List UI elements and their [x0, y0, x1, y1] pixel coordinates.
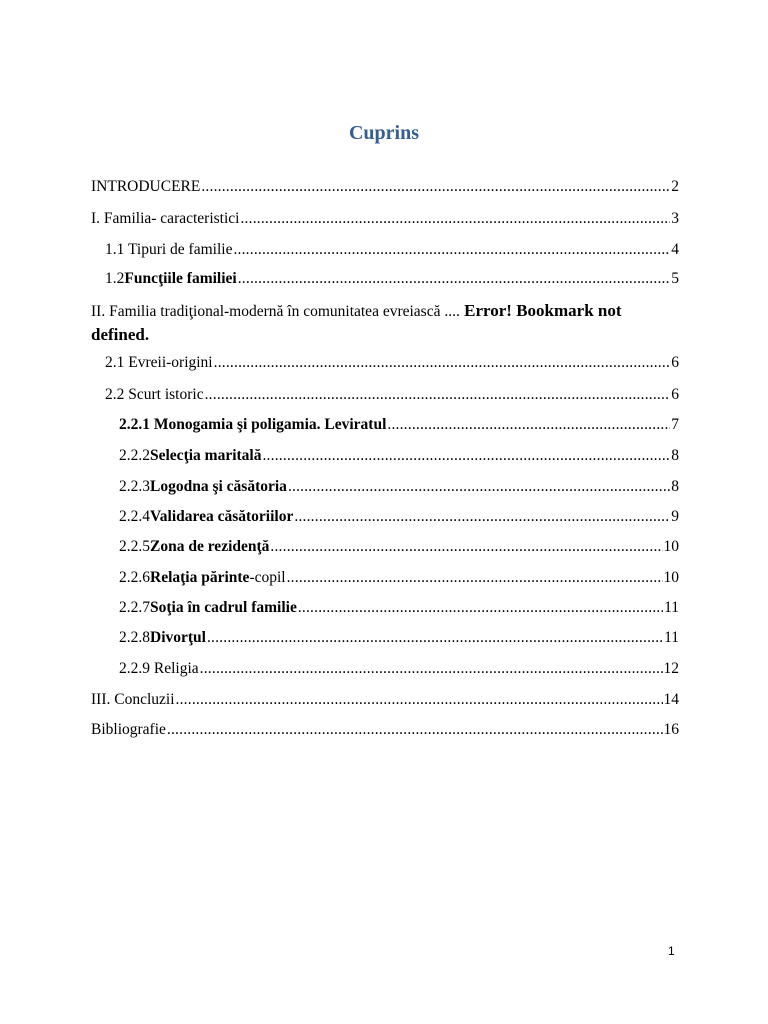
toc-page-number: 10: [663, 569, 679, 586]
dot-leader: [287, 568, 663, 588]
dot-leader: [205, 385, 671, 405]
toc-entry-text: II. Familia tradiţional-modernă în comunitatea evreiască ....: [91, 303, 460, 320]
toc-entry-text: INTRODUCERE: [91, 178, 201, 195]
toc-entry-sotia[interactable]: [119, 598, 679, 618]
toc-page-number: 14: [663, 691, 679, 708]
toc-entry-text: III. Concluzii: [91, 691, 175, 708]
toc-entry-selectia-maritala[interactable]: [119, 446, 679, 466]
toc-entry-concluzii[interactable]: [91, 690, 679, 710]
toc-entry-text: Soţia în cadrul familie: [150, 599, 297, 616]
toc-entry-validarea[interactable]: [119, 507, 679, 527]
dot-leader: [387, 415, 670, 435]
toc-page-number: 11: [664, 629, 679, 646]
toc-entry-introducere[interactable]: [91, 177, 679, 197]
dot-leader: [288, 477, 670, 497]
dot-leader: [270, 537, 662, 557]
toc-page-number: 7: [671, 416, 679, 433]
toc-entry-number: 2.2.3: [119, 478, 150, 495]
toc-entry-evreii-origini[interactable]: [105, 353, 679, 373]
dot-leader: [233, 240, 670, 260]
toc-page-number: 2: [671, 178, 679, 195]
toc-entry-text: Relaţia părinte: [150, 569, 250, 586]
toc-entry-text: Logodna şi căsătoria: [150, 478, 287, 495]
toc-entry-bibliografie[interactable]: [91, 720, 679, 740]
toc-entry-divortul[interactable]: [119, 628, 679, 648]
toc-entry-text: 2.2 Scurt istoric: [105, 386, 204, 403]
dot-leader: [294, 507, 670, 527]
toc-entry-religia[interactable]: [119, 659, 679, 679]
dot-leader: [207, 628, 663, 648]
dot-leader: [298, 598, 663, 618]
toc-entry-familia-caracteristici[interactable]: [91, 209, 679, 229]
page-number: 1: [668, 944, 675, 958]
toc-entry-relatia-parinte-copil[interactable]: [119, 568, 679, 588]
dot-leader: [176, 690, 663, 710]
toc-page-number: 4: [671, 241, 679, 258]
toc-entry-number: 2.2.6: [119, 569, 150, 586]
toc-entry-text: Funcţiile familiei: [124, 270, 237, 287]
toc-entry-monogamia[interactable]: [119, 415, 679, 435]
dot-leader: [167, 720, 663, 740]
toc-entry-number: 1.2: [105, 270, 125, 287]
toc-entry-text: 1.1 Tipuri de familie: [105, 241, 233, 258]
toc-page-number: 5: [671, 270, 679, 287]
dot-leader: [200, 659, 663, 679]
toc-page-number: 8: [671, 447, 679, 464]
toc-entry-text: 2.1 Evreii-origini: [105, 354, 213, 371]
dot-leader: [238, 269, 671, 289]
toc-entry-text: Zona de rezidenţă: [150, 538, 270, 555]
toc-page-number: 10: [663, 538, 679, 555]
toc-entry-number: 2.2.5: [119, 538, 150, 555]
dot-leader: [214, 353, 671, 373]
dot-leader: [201, 177, 670, 197]
toc-page-number: 16: [663, 721, 679, 738]
dot-leader: [262, 446, 670, 466]
toc-entry-familia-traditional-moderna[interactable]: [91, 299, 679, 347]
toc-page-number: 11: [664, 599, 679, 616]
toc-entry-number: 2.2.8: [119, 629, 150, 646]
toc-page-number: 9: [671, 508, 679, 525]
toc-entry-text: Divorţul: [150, 629, 206, 646]
toc-entry-text: Validarea căsătoriilor: [150, 508, 294, 525]
toc-entry-tipuri-de-familie[interactable]: [105, 240, 679, 260]
toc-entry-number: 2.2.4: [119, 508, 150, 525]
toc-entry-text-suffix: -copil: [249, 569, 286, 586]
toc-page-number: 6: [671, 354, 679, 371]
toc-entry-functiile-familiei[interactable]: [105, 269, 679, 289]
toc-entry-number: 2.2.2: [119, 447, 150, 464]
toc-page-number: 6: [671, 386, 679, 403]
toc-entry-text: Selecţia maritală: [150, 447, 262, 464]
toc-entry-text: I. Familia- caracteristici: [91, 210, 240, 227]
toc-entry-text: 2.2.1 Monogamia şi poligamia. Leviratul: [119, 416, 387, 433]
dot-leader: [240, 209, 670, 229]
toc-entry-logodna[interactable]: [119, 477, 679, 497]
toc-entry-number: 2.2.7: [119, 599, 150, 616]
toc-page-number: 8: [671, 478, 679, 495]
toc-entry-scurt-istoric[interactable]: [105, 385, 679, 405]
toc-entry-zona-de-rezidenta[interactable]: [119, 537, 679, 557]
toc-page-number: 12: [663, 660, 679, 677]
page-title: Cuprins: [348, 122, 420, 144]
toc-entry-text: 2.2.9 Religia: [119, 660, 199, 677]
toc-page-number: 3: [671, 210, 679, 227]
bookmark-error-text: Error! Bookmark not defined.: [91, 301, 622, 344]
toc-entry-text: Bibliografie: [91, 721, 166, 738]
